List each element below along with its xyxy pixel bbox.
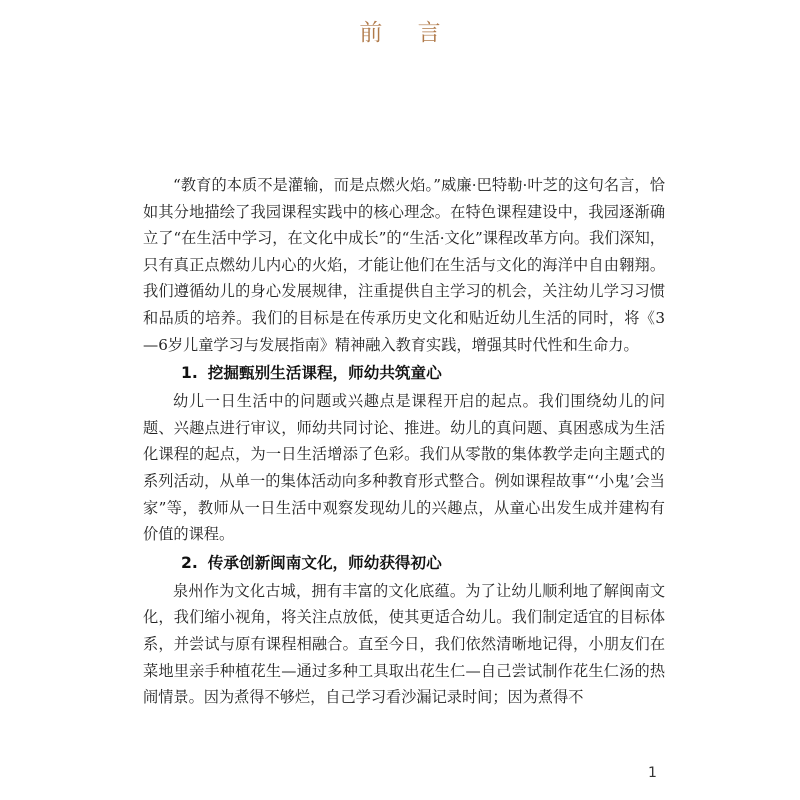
page-title: 前 言: [359, 20, 455, 46]
section-heading-1: [143, 358, 665, 388]
section-heading-2: [143, 548, 665, 578]
intro-paragraph: “教育的本质不是灌输，而是点燃火焰。”威廉·巴特勒·叶芝的这句名言，恰如其分地描绘了我园课程实践中的核心理念。在特色课程建设中，我园逐渐确立了“在生活中学习，在文化中成长”的“生活·文化”课程改革方向。我们深知，只有真正点燃幼儿内心的火焰，才能让他们在生活与文化的海洋中自由翱翔。我们遵循幼儿的身心发展规律，注重提供自主学习的机会，关注幼儿学习习惯和品质的培养。我们的目标是在传承历史文化和贴近幼儿生活的同时，将《3—6岁儿童学习与发展指南》精神融入教育实践，增强其时代性和生命力。: [143, 176, 665, 354]
section-heading-text-1: 挖掘甄别生活课程，师幼共筑童心: [207, 364, 442, 383]
section-heading-text-2: 传承创新闽南文化，师幼获得初心: [207, 553, 442, 572]
page-number: 1: [648, 765, 657, 781]
section-paragraph-2: 泉州作为文化古城，拥有丰富的文化底蕴。为了让幼儿顺利地了解闽南文化，我们缩小视角，将关注点放低，使其更适合幼儿。我们制定适宜的目标体系，并尝试与原有课程相融合。直至今日，我们依然清晰地记得，小朋友们在菜地里亲手种植花生—通过多种工具取出花生仁—自己尝试制作花生仁汤的热闹情景。因为煮得不够烂，自己学习看沙漏记录时间；因为煮得不: [143, 581, 665, 707]
section-number-2: 2.: [181, 553, 198, 572]
section-number-1: 1.: [181, 364, 198, 383]
body-content: [143, 172, 665, 711]
section-paragraph-1: 幼儿一日生活中的问题或兴趣点是课程开启的起点。我们围绕幼儿的问题、兴趣点进行审议，师幼共同讨论、推进。幼儿的真问题、真困惑成为生活化课程的起点，为一日生活增添了色彩。我们从零散的集体教学走向主题式的系列活动，从单一的集体活动向多种教育形式整合。例如课程故事“‘小鬼’会当家”等，教师从一日生活中观察发现幼儿的兴趣点，从童心出发生成并建构有价值的课程。: [143, 392, 665, 544]
